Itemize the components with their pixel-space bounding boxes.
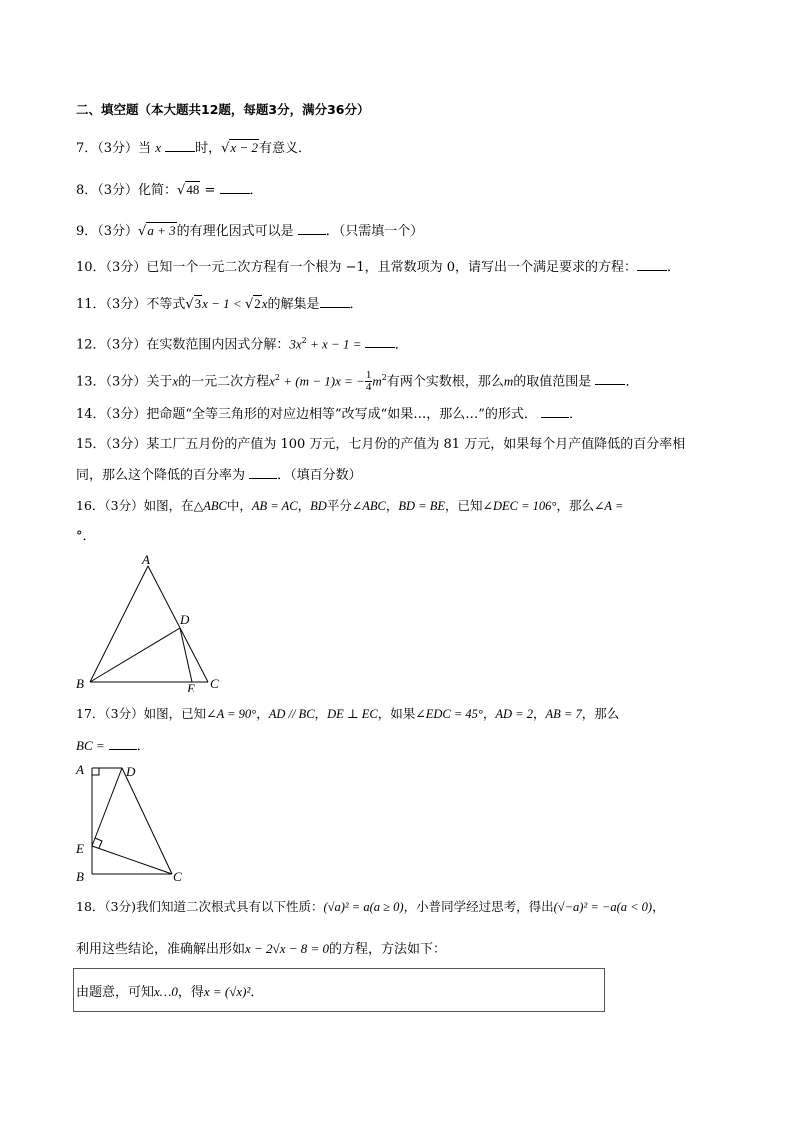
segment-de bbox=[180, 628, 192, 682]
question-15-line2: 同，那么这个降低的百分率为 ．（填百分数） bbox=[76, 468, 362, 483]
question-9: 9．（3分）√a + 3的有理化因式可以是 ．（只需填一个） bbox=[76, 223, 424, 239]
label-e: E bbox=[76, 841, 84, 856]
question-17-line2: BC = ． bbox=[76, 738, 150, 754]
answer-blank[interactable] bbox=[541, 405, 569, 418]
answer-blank[interactable] bbox=[165, 139, 195, 152]
question-13: 13．（3分）关于x的一元二次方程$x^2 + (m - 1)x$ = − $\frac{1}{4}$ $m^2$有两个实数根，那么m的取值范围是 ． bbox=[76, 369, 639, 394]
label-c: C bbox=[210, 676, 219, 691]
label-e: E bbox=[187, 681, 195, 692]
label-c: C bbox=[173, 869, 182, 884]
label-b: B bbox=[76, 676, 84, 691]
question-18-line1: 18．（3分)我们知道二次根式具有以下性质：(√a)² = a(a ≥ 0)，小普同学经过思考，得出(√−a)² = −a(a < 0)， bbox=[76, 899, 665, 914]
question-7: 7．（3分）当 x 时，√x − 2有意义． bbox=[76, 140, 311, 156]
question-11: 11．（3分）不等式√3x − 1 < √2x的解集是 ． bbox=[76, 296, 363, 312]
question-15-line1: 15．（3分）某工厂五月份的产值为 100 万元，七月份的产值为 81 万元，如果每个月产值降低的百分率相 bbox=[76, 437, 686, 452]
answer-blank[interactable] bbox=[109, 737, 137, 750]
answer-blank[interactable] bbox=[320, 295, 350, 308]
answer-blank[interactable] bbox=[595, 372, 625, 385]
figure-16-triangle bbox=[74, 552, 224, 692]
question-16-line2: °． bbox=[76, 529, 96, 544]
solution-box-text: 由题意，可知x…0，得x = (√x)²． bbox=[76, 984, 264, 1000]
answer-blank[interactable] bbox=[249, 466, 277, 479]
fraction: $\frac{1}{4}$ bbox=[365, 369, 372, 394]
label-d: D bbox=[180, 612, 190, 627]
label-a: A bbox=[142, 552, 150, 567]
segment-ac bbox=[148, 566, 208, 682]
answer-blank[interactable] bbox=[298, 222, 326, 235]
answer-blank[interactable] bbox=[637, 258, 667, 271]
question-14: 14．（3分）把命题“全等三角形的对应边相等”改写成“如果…，那么…”的形式． ． bbox=[76, 407, 583, 422]
label-a: A bbox=[76, 762, 84, 777]
label-b: B bbox=[76, 869, 84, 884]
segment-dc bbox=[122, 768, 172, 874]
segment-de bbox=[92, 768, 122, 846]
answer-blank[interactable] bbox=[365, 335, 395, 348]
question-8: 8．（3分）化简：√48 = ． bbox=[76, 182, 263, 198]
question-17-line1: 17．（3分）如图，已知∠A = 90°，AD // BC，DE ⊥ EC，如果∠EDC = 45°，AD = 2，AB = 7，那么 bbox=[76, 706, 620, 721]
question-10: 10．（3分）已知一个一元二次方程有一个根为 −1，且常数项为 0，请写出一个满足要求的方程： ． bbox=[76, 260, 681, 275]
figure-17-trapezoid bbox=[74, 760, 194, 885]
question-16-line1: 16．（3分）如图，在△ABC中，AB = AC，BD平分∠ABC，BD = BE，已知∠DEC = 106°，那么∠A = bbox=[76, 498, 624, 513]
answer-blank[interactable] bbox=[220, 181, 250, 194]
question-12: 12．（3分）在实数范围内因式分解：$3x^2 + x - 1$ = ． bbox=[76, 336, 408, 353]
segment-ec bbox=[92, 846, 172, 874]
right-angle-mark-a bbox=[92, 768, 99, 775]
question-18-line2: 利用这些结论，准确解出形如x − 2√x − 8 = 0的方程，方法如下： bbox=[76, 941, 447, 957]
section-heading: 二、填空题（本大题共12题，每题3分，满分36分） bbox=[76, 102, 370, 117]
label-d: D bbox=[126, 764, 136, 779]
right-angle-mark-e bbox=[95, 838, 102, 848]
